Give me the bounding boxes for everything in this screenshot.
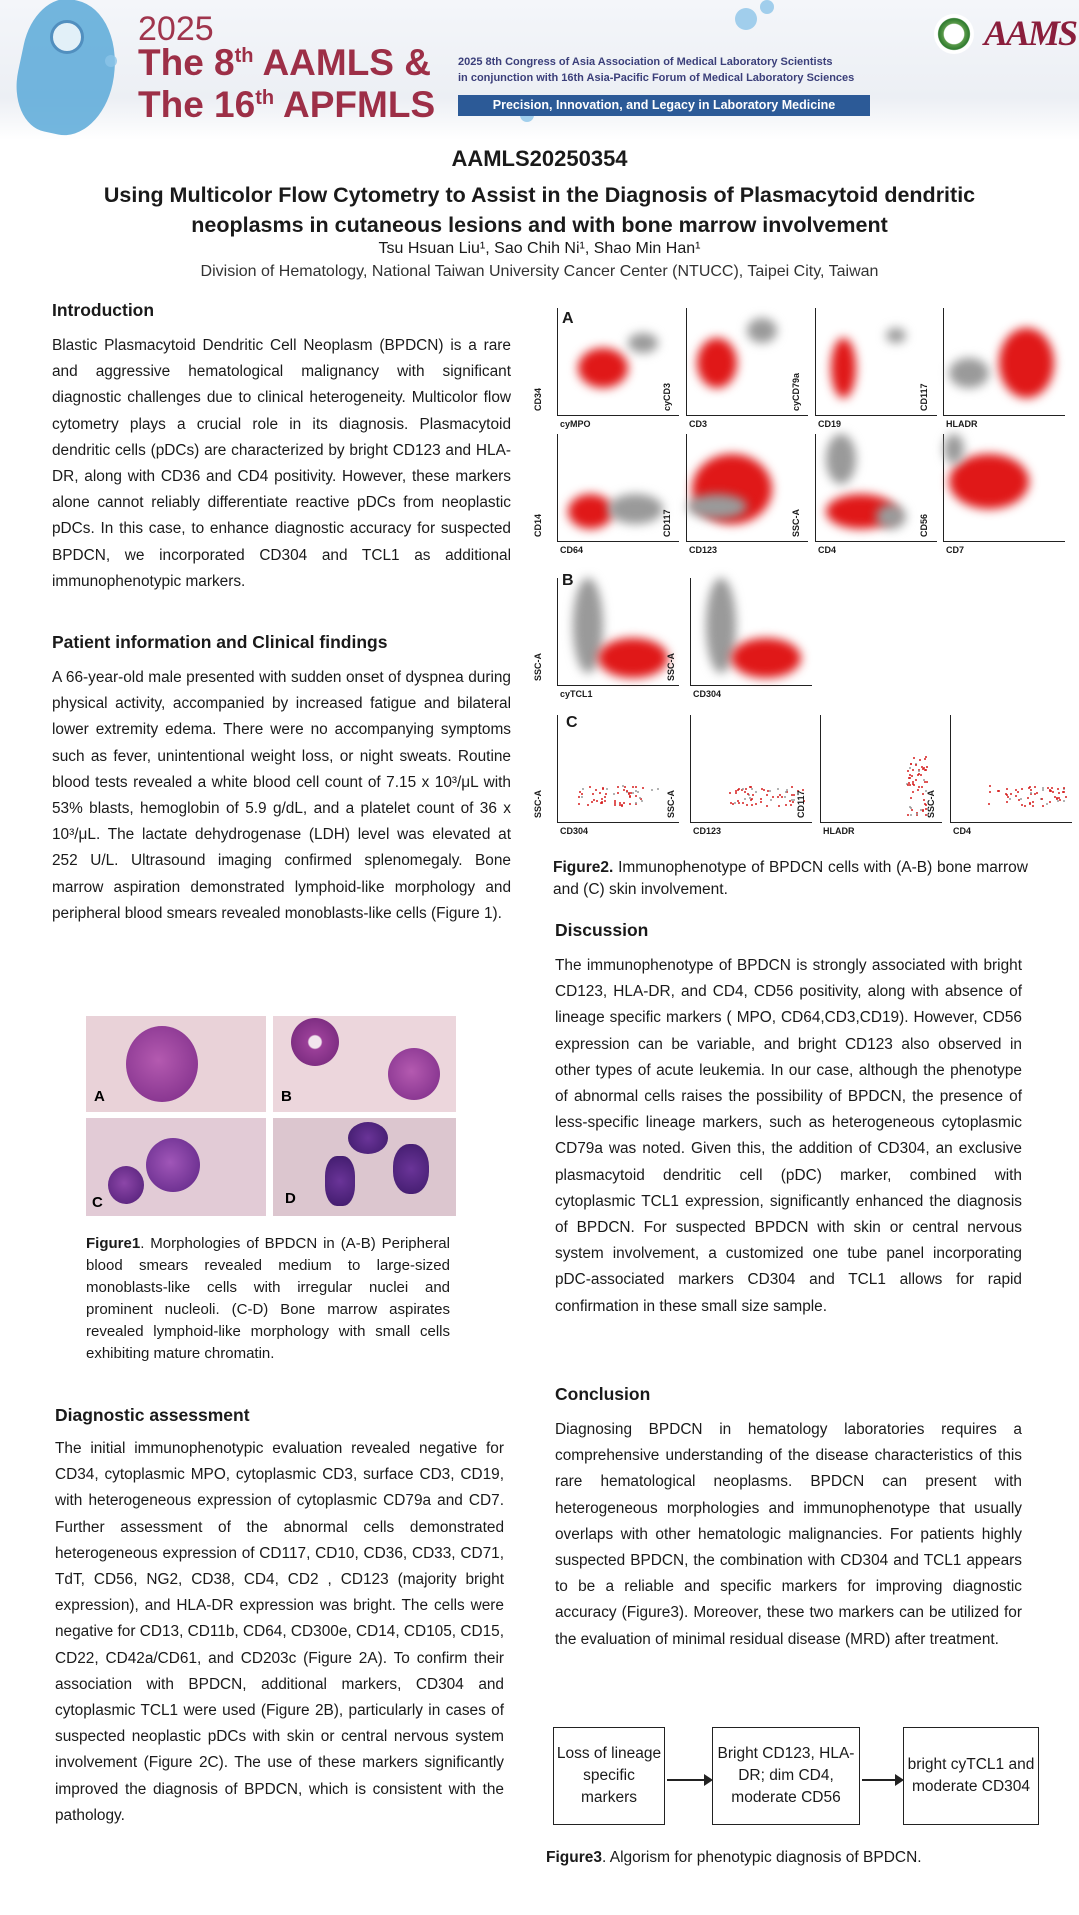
scatter-event — [1007, 796, 1009, 798]
x-axis-label: CD3 — [689, 419, 708, 429]
scatter-event — [1046, 803, 1048, 805]
scatter-event — [910, 763, 912, 765]
scatter-event — [593, 799, 595, 801]
scatter-event — [729, 792, 731, 794]
scatter-event — [745, 788, 747, 790]
scatter-event — [922, 793, 924, 795]
scatter-population — [697, 338, 737, 388]
scatter-event — [911, 809, 913, 811]
figure3-caption: Figure3. Algorism for phenotypic diagnosis of BPDCN. — [546, 1849, 922, 1866]
scatter-event — [1029, 803, 1031, 805]
scatter-population — [949, 358, 989, 388]
scatter-event — [913, 757, 915, 759]
scatter-event — [596, 800, 598, 802]
affiliation: Division of Hematology, National Taiwan University Cancer Center (NTUCC), Taipei City, Taiwan — [200, 263, 879, 280]
x-axis-label: CD123 — [689, 545, 718, 555]
scatter-plot-rowb-1 — [533, 578, 679, 699]
scatter-event — [632, 792, 634, 794]
scatter-event — [637, 791, 639, 793]
scatter-event — [581, 796, 583, 798]
scatter-event — [1049, 801, 1051, 803]
scatter-event — [907, 770, 909, 772]
scatter-event — [770, 799, 772, 801]
bubble-decoration — [105, 55, 117, 67]
scatter-event — [925, 769, 927, 771]
scatter-event — [635, 790, 637, 792]
banner-line1: The 8th AAMLS & — [138, 42, 431, 83]
scatter-event — [635, 802, 637, 804]
banner-tagline: Precision, Innovation, and Legacy in Laboratory Medicine — [458, 95, 870, 116]
scatter-event — [635, 786, 637, 788]
scatter-event — [744, 798, 746, 800]
scatter-event — [769, 790, 771, 792]
abstract-code: AAMLS20250354 — [451, 146, 628, 171]
scatter-event — [742, 802, 744, 804]
scatter-event — [1047, 787, 1049, 789]
scatter-event — [1034, 793, 1036, 795]
scatter-event — [582, 788, 584, 790]
scatter-event — [789, 800, 791, 802]
scatter-event — [621, 805, 623, 807]
scatter-event — [1063, 791, 1065, 793]
y-axis-label: CD117 — [662, 509, 672, 537]
scatter-event — [629, 803, 631, 805]
scatter-event — [785, 804, 787, 806]
x-axis-label: CD123 — [693, 826, 722, 836]
scatter-event — [997, 790, 999, 792]
scatter-event — [751, 798, 753, 800]
scatter-event — [591, 801, 593, 803]
scatter-event — [909, 767, 911, 769]
scatter-event — [1041, 798, 1043, 800]
scatter-population — [876, 504, 906, 529]
y-axis-label: SSC-A — [791, 508, 801, 537]
scatter-event — [1020, 798, 1022, 800]
y-axis-label: SSC-A — [666, 652, 676, 681]
scatter-population — [598, 638, 668, 678]
scatter-event — [989, 791, 991, 793]
x-axis-label: CD4 — [818, 545, 837, 555]
micrograph-b: B — [273, 1016, 456, 1112]
scatter-event — [1010, 793, 1012, 795]
y-axis-label: CD117 — [796, 790, 806, 818]
scatter-event — [918, 770, 920, 772]
scatter-event — [755, 791, 757, 793]
scatter-event — [907, 814, 909, 816]
introduction-text: Blastic Plasmacytoid Dendritic Cell Neoplasm (BPDCN) is a rare and aggressive hematological malignancy with significant diagnostic challenges due to clinical heterogeneity. Multicolor flow cytometry plays a crucial role in its diagnosis. Plasmacytoid dendritic cells (pDCs) are characterized by bright CD123 and HLA-DR, along with CD36 and CD4 positivity. However, these markers alone cannot reliably differentiate reactive pDCs from neoplastic pDCs. In this case, to enhance diagnostic accuracy for suspected BPDCN, we incorporated CD304 and TCL1 as additional immunophenotypic markers. — [52, 337, 511, 590]
y-axis-label: CD14 — [533, 513, 543, 537]
bubble-decoration — [760, 0, 774, 14]
scatter-event — [747, 793, 749, 795]
y-axis-label: SSC-A — [533, 652, 543, 681]
scatter-event — [1006, 788, 1008, 790]
scatter-plot-rowa2-4 — [919, 434, 1065, 555]
scatter-event — [752, 794, 754, 796]
scatter-event — [1057, 800, 1059, 802]
scatter-event — [915, 764, 917, 766]
discussion-text: The immunophenotype of BPDCN is strongly associated with bright CD123, HLA-DR, and CD4, CD56 positivity, along with absence of lineage specific markers ( MPO, CD64,CD3,CD19). However, CD56 expression can be variable, and bright CD123 also observed in other types of acute leukemia. In our case, although the phenotype of abnormal cells raises the possibility of BPDCN, the presence of less-specific lineage markers, such as heterogeneous cytoplasmic CD79a was noted. Given this, the addition of CD304, an exclusive plasmacytoid dendritic cell (pDC) marker, combined with cytoplasmic TCL1 expression, significantly enhanced the diagnosis of BPDCN. For suspected BPDCN with skin or central nervous system involvement, a customized one tube panel incorporating pDC-associated markers CD304 and TCL1 allows for rapid confirmation in these small size sample. — [555, 957, 1022, 1315]
scatter-event — [744, 791, 746, 793]
figure2-panel-label-c: C — [566, 714, 578, 731]
scatter-event — [601, 798, 603, 800]
scatter-event — [751, 804, 753, 806]
scatter-event — [792, 801, 794, 803]
scatter-event — [910, 807, 912, 809]
figure2-caption: Figure2. Immunophenotype of BPDCN cells with (A-B) bone marrow and (C) skin involvement. — [553, 859, 1028, 898]
x-axis-label: CD4 — [953, 826, 972, 836]
scatter-population — [831, 338, 856, 398]
arrow-icon — [862, 1779, 902, 1781]
scatter-plot-rowc-3 — [796, 715, 942, 836]
x-axis-label: CD64 — [560, 545, 584, 555]
scatter-event — [1036, 792, 1038, 794]
introduction-heading: Introduction — [52, 300, 155, 320]
y-axis-label: cyCD79a — [791, 372, 801, 411]
scatter-event — [623, 789, 625, 791]
x-axis-label: CD19 — [818, 419, 842, 429]
flow-box-cd123: Bright CD123, HLA-DR; dim CD4, moderate CD56 — [712, 1727, 860, 1825]
scatter-population — [826, 434, 856, 484]
scatter-event — [651, 789, 653, 791]
scatter-event — [742, 788, 744, 790]
conclusion-heading: Conclusion — [555, 1384, 651, 1404]
scatter-population — [608, 494, 663, 524]
scatter-event — [629, 796, 631, 798]
globe-icon — [50, 20, 84, 54]
scatter-event — [1063, 787, 1065, 789]
scatter-event — [910, 797, 912, 799]
scatter-event — [1059, 799, 1061, 801]
micrograph-d: D — [273, 1118, 456, 1216]
scatter-event — [919, 759, 921, 761]
scatter-plot-rowa1-1 — [533, 308, 679, 429]
diagnostic-text: The initial immunophenotypic evaluation revealed negative for CD34, cytoplasmic MPO, cytoplasmic CD3, surface CD3, CD19, with heterogeneous expression of cytoplasmic CD79a and CD7. Further assessment of the abnormal cells demonstrated heterogeneous expression of CD117, CD10, CD36, CD33, CD71, TdT, CD56, NG2, CD38, CD4, CD2 , CD123 (majority bright expression), and HLA-DR expression was bright. The cells were negative for CD13, CD11b, CD64, CD300e, CD14, CD105, CD15, CD22, CD42a/CD61, and CD203c (Figure 2A). To confirm their association with BPDCN, additional markers, CD304 and cytoplasmic TCL1 were used (Figure 2B), particularly in cases of suspected neoplastic pDCs with skin or central nervous system involvement (Figure 2C). The use of these markers significantly improved the diagnosis of BPDCN, which is consistent with the pathology. — [55, 1440, 504, 1824]
scatter-event — [1009, 798, 1011, 800]
scatter-population — [747, 318, 777, 343]
y-axis-label: SSC-A — [666, 789, 676, 818]
scatter-event — [1032, 801, 1034, 803]
x-axis-label: cyTCL1 — [560, 689, 593, 699]
patient-text: A 66-year-old male presented with sudden onset of dyspnea during physical activity, accompanied by increased fatigue and bilateral lower extremity edema. There were no accompanying symptoms such as fever, unintentional weight loss, or night sweats. Routine blood tests revealed a white blood cell count of 7.15 x 10³/μL with 53% blasts, hemoglobin of 5.9 g/dL, and a platelet count of 36 x 10³/μL. The lactate dehydrogenase (LDH) level was elevated at 252 U/L. Ultrasound imaging confirmed splenomegaly. Bone marrow aspiration demonstrated lymphoid-like morphology and peripheral blood smears revealed monoblasts-like cells (Figure 1). — [52, 669, 511, 922]
scatter-event — [599, 792, 601, 794]
scatter-event — [784, 796, 786, 798]
y-axis-label: CD117 — [919, 383, 929, 411]
conference-banner — [0, 0, 1079, 140]
bubble-decoration — [735, 8, 757, 30]
scatter-population — [628, 333, 658, 353]
diagnostic-heading: Diagnostic assessment — [55, 1405, 250, 1425]
scatter-event — [923, 799, 925, 801]
scatter-event — [1017, 791, 1019, 793]
discussion-heading: Discussion — [555, 920, 649, 940]
scatter-event — [642, 787, 644, 789]
scatter-plot-rowa2-2 — [662, 434, 808, 555]
scatter-event — [1032, 805, 1034, 807]
scatter-event — [926, 766, 928, 768]
scatter-plot-rowa2-1 — [533, 434, 679, 555]
micrograph-a: A — [86, 1016, 266, 1112]
scatter-event — [1058, 792, 1060, 794]
scatter-event — [614, 804, 616, 806]
x-axis-label: cyMPO — [560, 419, 591, 429]
scatter-event — [614, 800, 616, 802]
flow-box-lineage-loss: Loss of lineage specific markers — [553, 1727, 665, 1825]
scatter-event — [916, 814, 918, 816]
scatter-event — [1042, 805, 1044, 807]
scatter-event — [790, 804, 792, 806]
scatter-population — [944, 434, 964, 464]
scatter-event — [617, 786, 619, 788]
poster-title: Using Multicolor Flow Cytometry to Assist in the Diagnosis of Plasmacytoid dendritic neoplasms in cutaneous lesions and with bone marrow involvement — [103, 183, 976, 237]
scatter-event — [908, 777, 910, 779]
scatter-event — [617, 792, 619, 794]
y-axis-label: cyCD3 — [662, 382, 672, 411]
scatter-event — [632, 786, 634, 788]
scatter-event — [1051, 787, 1053, 789]
scatter-event — [917, 774, 919, 776]
scatter-population — [999, 328, 1054, 398]
scatter-event — [1006, 801, 1008, 803]
aams-logo: AAMS — [984, 13, 1077, 53]
scatter-event — [579, 791, 581, 793]
scatter-event — [604, 800, 606, 802]
scatter-event — [601, 802, 603, 804]
scatter-event — [916, 813, 918, 815]
scatter-population — [949, 454, 1029, 509]
scatter-event — [912, 781, 914, 783]
scatter-event — [735, 792, 737, 794]
conclusion-text: Diagnosing BPDCN in hematology laboratories requires a comprehensive understanding of the disease characteristics of this rare hematological neoplasms. BPDCN can present with heterogeneous morphologies and immunophenotype that usually overlaps with other hematologic malignancies. For patients highly suspected BPDCN, the combination with CD304 and TCL1 appears to be a reliable and specific markers for improving diagnostic accuracy (Figure3). Moreover, these two markers can be utilized for the evaluation of minimal residual disease (MRD) after treatment. — [555, 1421, 1022, 1648]
x-axis-label: CD7 — [946, 545, 965, 555]
scatter-event — [1063, 800, 1065, 802]
y-axis-label: CD56 — [919, 513, 929, 537]
scatter-event — [619, 804, 621, 806]
scatter-event — [605, 793, 607, 795]
y-axis-label: CD34 — [533, 387, 543, 411]
banner-line2: The 16th APFMLS — [138, 84, 436, 125]
scatter-event — [1029, 786, 1031, 788]
scatter-plot-rowc-1 — [533, 715, 679, 836]
scatter-event — [737, 800, 739, 802]
scatter-event — [1057, 788, 1059, 790]
banner-year: 2025 — [138, 10, 214, 48]
scatter-plot-rowa1-2 — [662, 308, 808, 429]
scatter-event — [921, 786, 923, 788]
flow-box-tcl1: bright cyTCL1 and moderate CD304 — [903, 1727, 1039, 1825]
scatter-event — [910, 814, 912, 816]
scatter-event — [920, 774, 922, 776]
scatter-event — [595, 789, 597, 791]
scatter-event — [1065, 796, 1067, 798]
scatter-event — [581, 793, 583, 795]
scatter-event — [918, 773, 920, 775]
scatter-event — [777, 796, 779, 798]
society-seal-icon — [934, 14, 974, 54]
patient-heading: Patient information and Clinical findings — [52, 632, 388, 652]
scatter-plot-rowb-2 — [666, 578, 812, 699]
scatter-event — [909, 784, 911, 786]
scatter-plot-rowa1-4 — [919, 308, 1065, 429]
scatter-event — [732, 803, 734, 805]
x-axis-label: CD304 — [693, 689, 722, 699]
scatter-event — [623, 802, 625, 804]
scatter-event — [911, 775, 913, 777]
scatter-population — [731, 638, 801, 678]
scatter-event — [766, 794, 768, 796]
scatter-event — [924, 758, 926, 760]
scatter-event — [917, 789, 919, 791]
arrow-icon — [667, 1779, 711, 1781]
scatter-event — [657, 788, 659, 790]
scatter-event — [734, 802, 736, 804]
scatter-event — [738, 802, 740, 804]
authors: Tsu Hsuan Liu¹, Sao Chih Ni¹, Shao Min Han¹ — [378, 240, 701, 257]
micrograph-c: C — [86, 1118, 266, 1216]
scatter-event — [989, 785, 991, 787]
scatter-event — [1030, 789, 1032, 791]
scatter-event — [751, 788, 753, 790]
figure2-panel-label-b: B — [562, 572, 574, 589]
scatter-event — [772, 796, 774, 798]
scatter-event — [746, 804, 748, 806]
scatter-event — [1021, 804, 1023, 806]
scatter-event — [578, 803, 580, 805]
scatter-event — [589, 786, 591, 788]
scatter-event — [587, 804, 589, 806]
y-axis-label: SSC-A — [533, 789, 543, 818]
scatter-event — [915, 779, 917, 781]
scatter-event — [926, 781, 928, 783]
scatter-event — [592, 793, 594, 795]
scatter-event — [793, 794, 795, 796]
scatter-event — [912, 791, 914, 793]
scatter-event — [1027, 797, 1029, 799]
y-axis-label: SSC-A — [926, 789, 936, 818]
scatter-event — [791, 786, 793, 788]
scatter-population — [578, 348, 628, 388]
scatter-event — [766, 805, 768, 807]
banner-subtitle-1: 2025 8th Congress of Asia Association of Medical Laboratory Scientists — [458, 56, 833, 68]
scatter-population — [568, 494, 613, 529]
scatter-event — [778, 805, 780, 807]
scatter-event — [763, 789, 765, 791]
x-axis-label: HLADR — [946, 419, 978, 429]
scatter-event — [606, 788, 608, 790]
scatter-event — [988, 803, 990, 805]
figure2-panel-label-a: A — [562, 310, 574, 327]
scatter-event — [777, 788, 779, 790]
scatter-event — [613, 793, 615, 795]
scatter-event — [1024, 805, 1026, 807]
scatter-event — [604, 796, 606, 798]
scatter-population — [687, 494, 747, 519]
scatter-event — [760, 798, 762, 800]
x-axis-label: HLADR — [823, 826, 855, 836]
scatter-plot-rowc-4 — [926, 715, 1072, 836]
scatter-event — [578, 796, 580, 798]
scatter-event — [1015, 795, 1017, 797]
scatter-event — [760, 801, 762, 803]
scatter-event — [1034, 786, 1036, 788]
scatter-event — [737, 789, 739, 791]
scatter-event — [918, 786, 920, 788]
scatter-event — [755, 803, 757, 805]
scatter-event — [922, 810, 924, 812]
scatter-population — [886, 328, 906, 343]
scatter-event — [641, 800, 643, 802]
scatter-event — [624, 786, 626, 788]
x-axis-label: CD304 — [560, 826, 589, 836]
scatter-event — [912, 769, 914, 771]
banner-subtitle-2: in conjunction with 16th Asia-Pacific Forum of Medical Laboratory Sciences — [458, 72, 855, 84]
scatter-event — [1042, 789, 1044, 791]
scatter-event — [779, 794, 781, 796]
figure1-caption: Figure1. Morphologies of BPDCN in (A-B) Peripheral blood smears revealed medium to large-sized monoblasts-like cells with irregular nuclei and prominent nucleoli. (C-D) Bone marrow aspirates revealed lymphoid-like morphology with small cells exhibiting mature chromatin. — [86, 1235, 450, 1362]
scatter-event — [635, 795, 637, 797]
scatter-event — [1021, 788, 1023, 790]
scatter-event — [1052, 791, 1054, 793]
scatter-plot-rowc-2 — [666, 715, 812, 836]
